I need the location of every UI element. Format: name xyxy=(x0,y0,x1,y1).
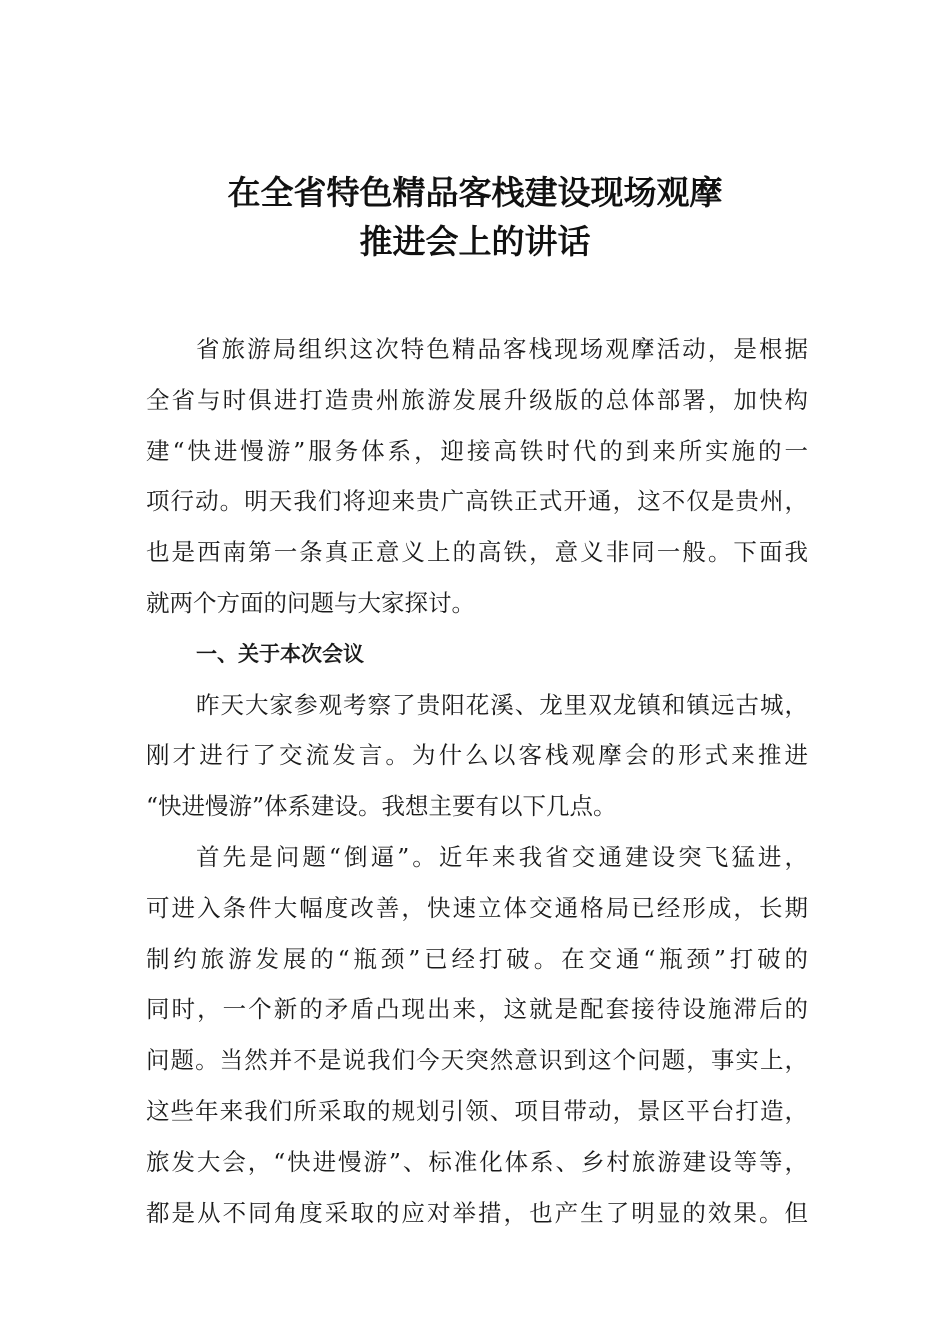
paragraph-line: 刚才进行了交流发言。为什么以客栈观摩会的形式来推进 xyxy=(146,741,808,770)
paragraph-line: 昨天大家参观考察了贵阳花溪、龙里双龙镇和镇远古城， xyxy=(196,690,808,719)
paragraph-line: 问题。当然并不是说我们今天突然意识到这个问题，事实上， xyxy=(146,1046,808,1075)
paragraph-line: 同时，一个新的矛盾凸现出来，这就是配套接待设施滞后的 xyxy=(146,995,808,1024)
paragraph-line: 旅发大会，“快进慢游”、标准化体系、乡村旅游建设等等， xyxy=(146,1147,808,1176)
paragraph-line: 项行动。明天我们将迎来贵广高铁正式开通，这不仅是贵州， xyxy=(146,487,808,516)
section-heading: 一、关于本次会议 xyxy=(196,641,364,666)
paragraph-line: 省旅游局组织这次特色精品客栈现场观摩活动，是根据 xyxy=(196,335,808,363)
paragraph-line: 建“快进慢游”服务体系，迎接高铁时代的到来所实施的一 xyxy=(146,436,808,465)
paragraph-line: 可进入条件大幅度改善，快速立体交通格局已经形成，长期 xyxy=(146,893,808,922)
paragraph-line: “快进慢游”体系建设。我想主要有以下几点。 xyxy=(146,792,617,821)
paragraph-line: 就两个方面的问题与大家探讨。 xyxy=(146,588,475,617)
paragraph-line: 首先是问题“倒逼”。近年来我省交通建设突飞猛进， xyxy=(196,842,808,871)
document-title-line-2: 推进会上的讲话 xyxy=(359,222,591,261)
document-body xyxy=(146,324,808,1238)
paragraph-line: 都是从不同角度采取的应对举措，也产生了明显的效果。但 xyxy=(146,1198,808,1227)
document-title-line-1: 在全省特色精品客栈建设现场观摩 xyxy=(227,173,723,212)
paragraph-line: 全省与时俱进打造贵州旅游发展升级版的总体部署，加快构 xyxy=(146,385,808,414)
paragraph-line: 这些年来我们所采取的规划引领、项目带动，景区平台打造， xyxy=(146,1096,808,1125)
paragraph-line: 也是西南第一条真正意义上的高铁，意义非同一般。下面我 xyxy=(146,538,808,567)
paragraph-line: 制约旅游发展的“瓶颈”已经打破。在交通“瓶颈”打破的 xyxy=(146,944,808,973)
